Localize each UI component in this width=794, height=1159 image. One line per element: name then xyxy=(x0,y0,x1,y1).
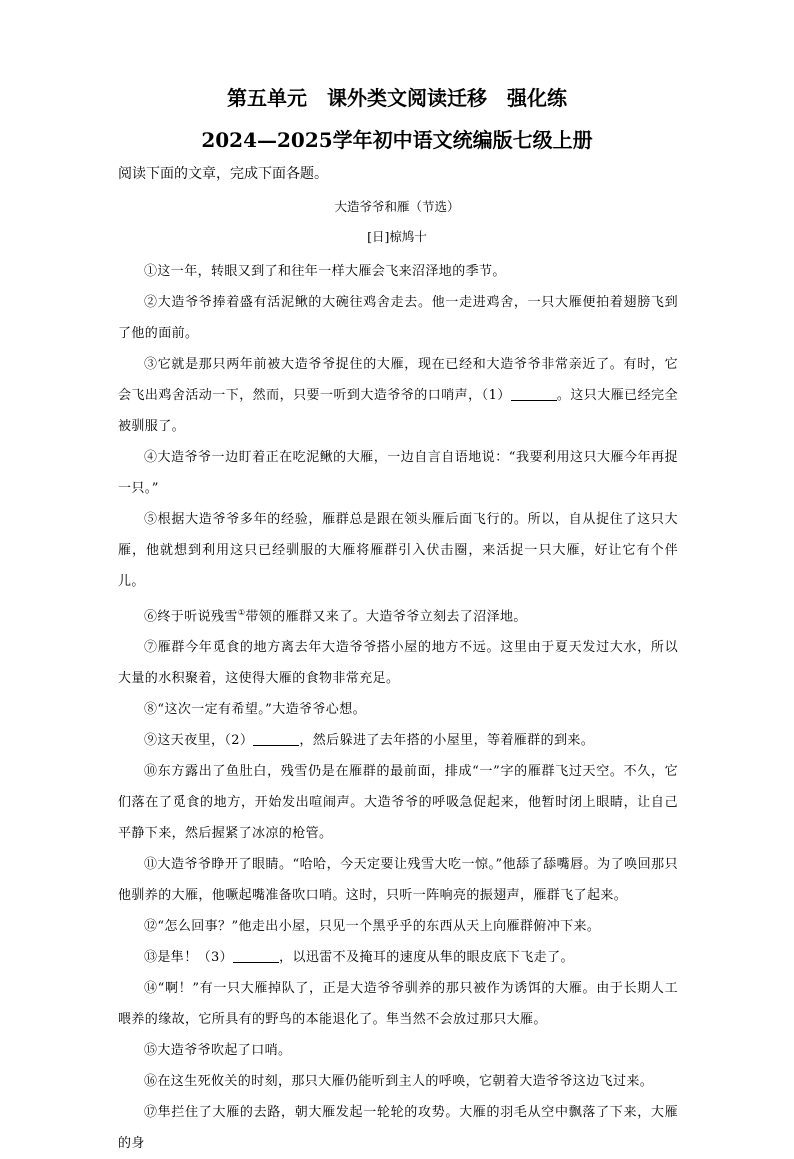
paragraph: ⑦雁群今年觅食的地方离去年大造爷爷搭小屋的地方不远。这里由于夏天发过大水，所以大量的水积聚着，这使得大雁的食物非常充足。 xyxy=(118,640,678,687)
instruction-text: 阅读下面的文章，完成下面各题。 xyxy=(118,166,328,182)
paragraph: ⑧“这次一定有希望。”大造爷爷心想。 xyxy=(144,702,366,718)
paragraph: ⑤根据大造爷爷多年的经验，雁群总是跟在领头雁后面飞行的。所以，自从捉住了这只大雁，他就想到利用这只已经驯服的大雁将雁群引入伏击圈，来活捉一只大雁，好让它有个伴儿。 xyxy=(118,512,678,589)
paragraph: ⑨这天夜里，（2） ，然后躲进了去年搭的小屋里，等着雁群的到来。 xyxy=(144,733,595,749)
paragraph: ⑫“怎么回事？”他走出小屋，只见一个黑乎乎的东西从天上向雁群俯冲下来。 xyxy=(144,919,601,935)
paragraph: ⑪大造爷爷睁开了眼睛。“哈哈，今天定要让残雪大吃一惊。”他舔了舔嘴唇。为了唤回那只他驯养的大雁，他噘起嘴准备吹口哨。这时，只听一阵响亮的振翅声，雁群飞了起来。 xyxy=(118,857,678,904)
page-title: 第五单元 课外类文阅读迁移 强化练 xyxy=(227,86,567,110)
article-title: 大造爷爷和雁（节选） xyxy=(334,199,460,214)
paragraph: ⑯在这生死攸关的时刻，那只大雁仍能听到主人的呼唤，它朝着大造爷爷这边飞过来。 xyxy=(144,1074,654,1090)
answer-blank-1[interactable] xyxy=(511,386,557,401)
article-author: [日]椋鸠十 xyxy=(367,229,427,244)
page-subtitle: 2024—2025学年初中语文统编版七级上册 xyxy=(201,128,593,152)
answer-blank-3[interactable] xyxy=(233,948,279,963)
paragraph: ②大造爷爷捧着盛有活泥鳅的大碗往鸡舍走去。他一走进鸡舍，一只大雁便拍着翅膀飞到了他的面前。 xyxy=(118,295,678,341)
paragraph: ⑭“啊！”有一只大雁掉队了，正是大造爷爷驯养的那只被作为诱饵的大雁。由于长期人工喂养的缘故，它所具有的野鸟的本能退化了。隼当然不会放过那只大雁。 xyxy=(118,981,678,1028)
paragraph: ⑰隼拦住了大雁的去路，朝大雁发起一轮轮的攻势。大雁的羽毛从空中飘落了下来，大雁的身 xyxy=(118,1105,678,1152)
footnote-marker: ① xyxy=(237,608,246,617)
answer-blank-2[interactable] xyxy=(253,731,299,746)
paragraph: ③它就是那只两年前被大造爷爷捉住的大雁，现在已经和大造爷爷非常亲近了。有时，它会飞出鸡舍活动一下，然而，只要一听到大造爷爷的口哨声，（1） 。这只大雁已经完全被驯服了。 xyxy=(118,357,678,434)
paragraph: ④大造爷爷一边盯着正在吃泥鳅的大雁，一边自言自语地说：“我要利用这只大雁今年再捉一只。” xyxy=(118,450,678,496)
paragraph: ⑥终于听说残雪①带领的雁群又来了。大造爷爷立刻去了沼泽地。 xyxy=(144,608,527,625)
paragraph: ⑬是隼！（3） ，以迅雷不及掩耳的速度从隼的眼皮底下飞走了。 xyxy=(144,950,574,966)
paragraph: ⑩东方露出了鱼肚白，残雪仍是在雁群的最前面，排成“一”字的雁群飞过天空。不久，它们落在了觅食的地方，开始发出喧闹声。大造爷爷的呼吸急促起来，他暂时闭上眼睛，让自己平静下来，然后握紧了冰凉的枪管。 xyxy=(118,764,678,842)
article-body xyxy=(118,256,678,1159)
paragraph: ⑮大造爷爷吹起了口哨。 xyxy=(144,1043,292,1059)
paragraph: ①这一年，转眼又到了和往年一样大雁会飞来沼泽地的季节。 xyxy=(144,264,506,279)
